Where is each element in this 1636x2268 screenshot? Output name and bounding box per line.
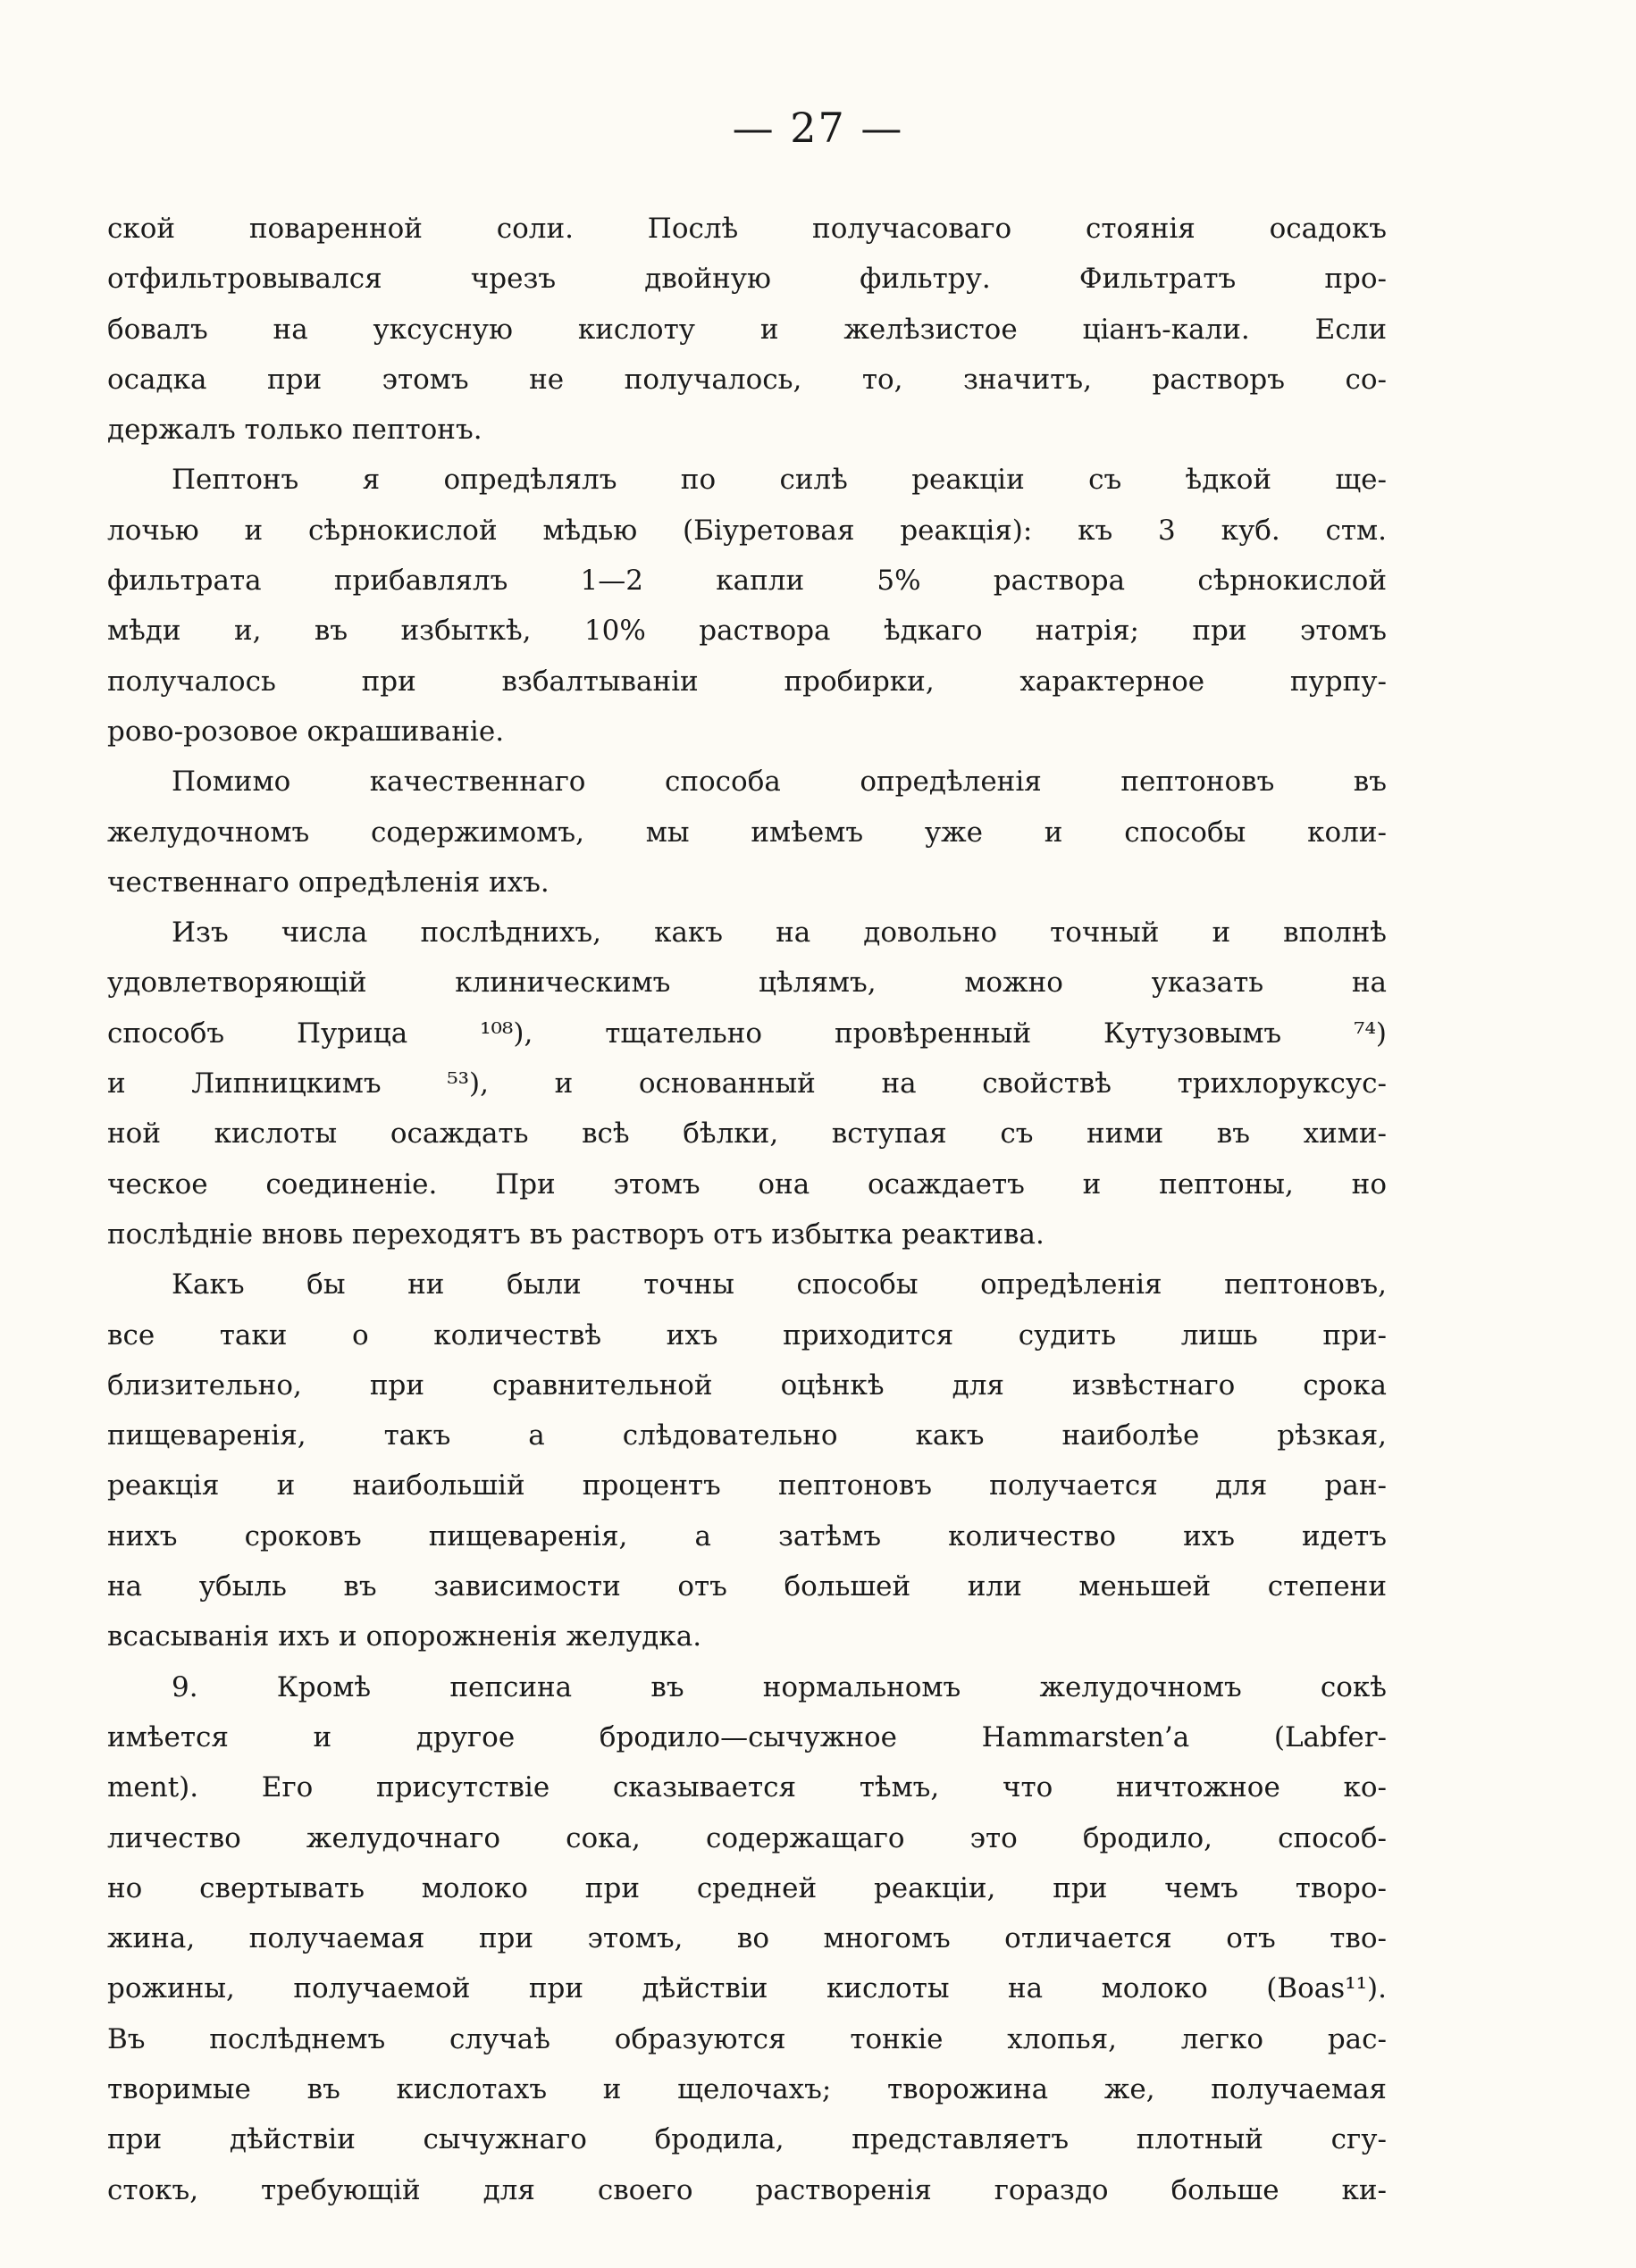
text-line: желудочномъ содержимомъ, мы имѣемъ уже и способы коли- — [107, 816, 1387, 849]
text-line: рожины, получаемой при дѣйствіи кислоты на молоко (Boas¹¹). — [107, 1972, 1387, 2005]
paragraph — [107, 455, 1387, 757]
text-line: способъ Пурица ¹⁰⁸), тщательно провѣренный Кутузовымъ ⁷⁴) — [107, 1017, 1387, 1050]
paragraph — [107, 204, 1387, 455]
text-line: реакція и наибольшій процентъ пептоновъ получается для ран- — [107, 1469, 1387, 1502]
text-line: имѣется и другое бродило—сычужное Hammarsten’a (Labfer- — [107, 1720, 1387, 1753]
paragraph — [107, 1260, 1387, 1661]
text-line: Помимо качественнаго способа опредѣленія пептоновъ въ — [172, 766, 1387, 799]
text-line: всасыванія ихъ и опорожненія желудка. — [107, 1620, 702, 1653]
text-line: Пептонъ я опредѣлялъ по силѣ реакціи съ ѣдкой ще- — [172, 464, 1387, 497]
text-line: все таки о количествѣ ихъ приходится судить лишь при- — [107, 1318, 1387, 1352]
text-line: держалъ только пептонъ. — [107, 414, 482, 447]
text-line: Изъ числа послѣднихъ, какъ на довольно точный и вполнѣ — [172, 916, 1387, 950]
text-line: ской поваренной соли. Послѣ получасоваго стоянія осадокъ — [107, 213, 1387, 245]
text-line: Въ послѣднемъ случаѣ образуются тонкіе хлопья, легко рас- — [107, 2022, 1387, 2055]
text-line: нихъ сроковъ пищеваренія, а затѣмъ количество ихъ идетъ — [107, 1519, 1387, 1552]
paragraph — [107, 908, 1387, 1260]
text-line: 9. Кромѣ пепсина въ нормальномъ желудочномъ сокѣ — [172, 1670, 1387, 1703]
text-line: пищеваренія, такъ а слѣдовательно какъ наиболѣе рѣзкая, — [107, 1419, 1387, 1452]
paragraph — [107, 757, 1387, 908]
text-line: стокъ, требующій для своего растворенія гораздо больше ки- — [107, 2173, 1387, 2206]
text-line: осадка при этомъ не получалось, то, значитъ, растворъ со- — [107, 363, 1387, 396]
text-line: чественнаго опредѣленія ихъ. — [107, 866, 550, 899]
text-line: фильтрата прибавлялъ 1—2 капли 5% раствора сѣрнокислой — [107, 565, 1387, 598]
text-line: на убыль въ зависимости отъ большей или меньшей степени — [107, 1570, 1387, 1603]
text-line: бовалъ на уксусную кислоту и желѣзистое ціанъ-кали. Если — [107, 313, 1387, 346]
body-text — [107, 204, 1387, 2215]
text-line: близительно, при сравнительной оцѣнкѣ для извѣстнаго срока — [107, 1368, 1387, 1402]
text-line: лочью и сѣрнокислой мѣдью (Біуретовая реакція): къ 3 куб. стм. — [107, 514, 1387, 547]
text-line: отфильтровывался чрезъ двойную фильтру. Фильтратъ про- — [107, 263, 1387, 296]
text-line: при дѣйствіи сычужнаго бродила, представляетъ плотный сгу- — [107, 2123, 1387, 2156]
text-line: но свертывать молоко при средней реакціи, при чемъ творо- — [107, 1871, 1387, 1904]
text-line: и Липницкимъ ⁵³), и основанный на свойствѣ трихлоруксус- — [107, 1067, 1387, 1101]
text-line: послѣдніе вновь переходятъ въ растворъ отъ избытка реактива. — [107, 1218, 1045, 1251]
text-line: ment). Его присутствіе сказывается тѣмъ, что ничтожное ко- — [107, 1771, 1387, 1804]
text-line: ной кислоты осаждать всѣ бѣлки, вступая съ ними въ хими- — [107, 1117, 1387, 1151]
text-line: жина, получаемая при этомъ, во многомъ отличается отъ тво- — [107, 1922, 1387, 1955]
text-line: личество желудочнаго сока, содержащаго это бродило, способ- — [107, 1821, 1387, 1854]
page-number: — 27 — — [732, 104, 904, 152]
text-line: удовлетворяющій клиническимъ цѣлямъ, можно указать на — [107, 967, 1387, 1000]
text-line: рово-розовое окрашиваніе. — [107, 715, 505, 748]
paragraph — [107, 1662, 1387, 2215]
text-line: мѣди и, въ избыткѣ, 10% раствора ѣдкаго натрія; при этомъ — [107, 615, 1387, 648]
text-line: творимые въ кислотахъ и щелочахъ; творожина же, получаемая — [107, 2072, 1387, 2105]
text-line: получалось при взбалтываніи пробирки, характерное пурпу- — [107, 665, 1387, 698]
text-line: ческое соединеніе. При этомъ она осаждаетъ и пептоны, но — [107, 1167, 1387, 1201]
text-line: Какъ бы ни были точны способы опредѣленія пептоновъ, — [172, 1268, 1387, 1301]
